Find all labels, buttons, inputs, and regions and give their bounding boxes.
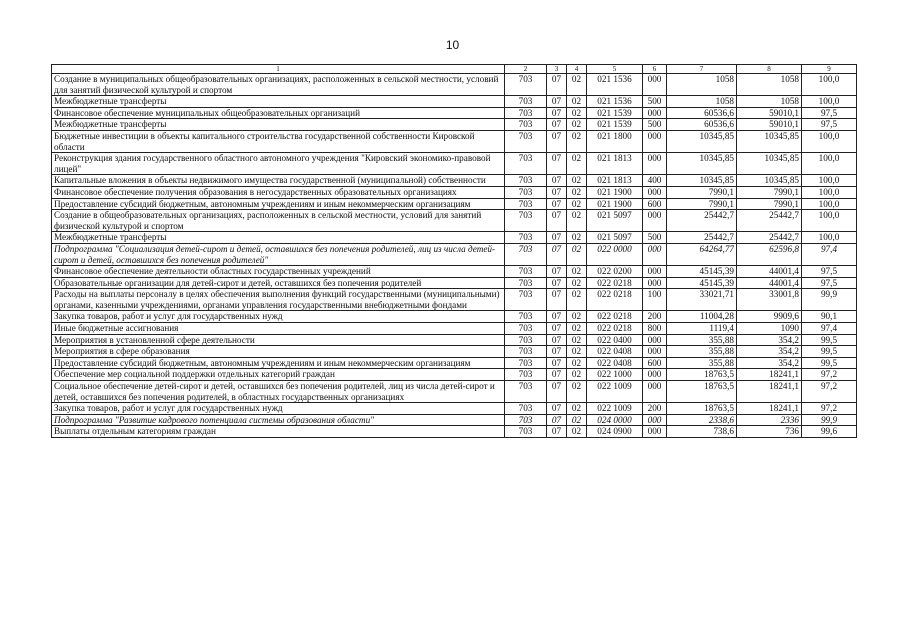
percent-cell: 97,5 [802,266,857,278]
code-cell: 703 [505,289,547,311]
section-cell: 07 [547,186,567,198]
row-name: Предоставление субсидий бюджетным, автономным учреждениям и иным некоммерческим организациям [52,198,505,210]
executed-amount-cell: 354,2 [737,346,802,358]
row-name: Иные бюджетные ассигнования [52,323,505,335]
percent-cell: 99,5 [802,357,857,369]
row-name: Реконструкция здания государственного областного автономного учреждения "Кировский экономико-правовой лицей" [52,153,505,175]
subsection-cell: 02 [567,266,587,278]
executed-amount-cell: 354,2 [737,357,802,369]
executed-amount-cell: 10345,85 [737,153,802,175]
percent-cell: 99,5 [802,334,857,346]
expense-type-cell: 000 [643,243,667,265]
percent-cell: 99,9 [802,289,857,311]
percent-cell: 100,0 [802,210,857,232]
table-row [52,74,857,96]
target-article-cell: 021 1539 [587,119,643,131]
expense-type-cell: 000 [643,107,667,119]
subsection-cell: 02 [567,369,587,381]
section-cell: 07 [547,210,567,232]
executed-amount-cell: 18241,1 [737,369,802,381]
subsection-cell: 02 [567,414,587,426]
expense-type-cell: 000 [643,346,667,358]
subsection-cell: 02 [567,346,587,358]
target-article-cell: 024 0900 [587,426,643,438]
expense-type-cell: 000 [643,153,667,175]
planned-amount-cell: 738,6 [667,426,737,438]
section-cell: 07 [547,232,567,244]
section-cell: 07 [547,74,567,96]
planned-amount-cell: 1058 [667,74,737,96]
expense-type-cell: 500 [643,96,667,108]
table-row [52,369,857,381]
column-number: 8 [737,65,802,74]
code-cell: 703 [505,311,547,323]
executed-amount-cell: 59010,1 [737,119,802,131]
percent-cell: 100,0 [802,232,857,244]
table-row [52,107,857,119]
planned-amount-cell: 60536,6 [667,119,737,131]
table-body [52,65,857,438]
code-cell: 703 [505,426,547,438]
code-cell: 703 [505,414,547,426]
code-cell: 703 [505,381,547,403]
code-cell: 703 [505,232,547,244]
expense-type-cell: 000 [643,210,667,232]
row-name: Финансовое обеспечение муниципальных общеобразовательных организаций [52,107,505,119]
expense-type-cell: 000 [643,74,667,96]
target-article-cell: 022 1009 [587,381,643,403]
table-row [52,381,857,403]
executed-amount-cell: 44001,4 [737,266,802,278]
percent-cell: 97,5 [802,277,857,289]
row-name: Подпрограмма "Социализация детей-сирот и детей, оставшихся без попечения родителей, лиц из числа детей-сирот и детей, оставшихся без попечения родителей" [52,243,505,265]
executed-amount-cell: 1090 [737,323,802,335]
percent-cell: 97,2 [802,381,857,403]
subsection-cell: 02 [567,403,587,415]
expense-type-cell: 000 [643,130,667,152]
section-cell: 07 [547,381,567,403]
section-cell: 07 [547,130,567,152]
row-name: Межбюджетные трансферты [52,96,505,108]
expense-type-cell: 600 [643,357,667,369]
code-cell: 703 [505,186,547,198]
row-name: Финансовое обеспечение деятельности областных государственных учреждений [52,266,505,278]
subsection-cell: 02 [567,289,587,311]
target-article-cell: 022 0218 [587,311,643,323]
table-row [52,130,857,152]
target-article-cell: 021 1536 [587,96,643,108]
section-cell: 07 [547,266,567,278]
table-row [52,346,857,358]
code-cell: 703 [505,346,547,358]
executed-amount-cell: 9909,6 [737,311,802,323]
table-row [52,186,857,198]
target-article-cell: 022 0400 [587,334,643,346]
executed-amount-cell: 10345,85 [737,175,802,187]
row-name: Мероприятия в сфере образования [52,346,505,358]
table-row [52,403,857,415]
row-name: Закупка товаров, работ и услуг для государственных нужд [52,311,505,323]
section-cell: 07 [547,107,567,119]
row-name: Обеспечение мер социальной поддержки отдельных категорий граждан [52,369,505,381]
expense-type-cell: 500 [643,232,667,244]
planned-amount-cell: 7990,1 [667,198,737,210]
percent-cell: 100,0 [802,198,857,210]
column-number: 5 [587,65,643,74]
subsection-cell: 02 [567,243,587,265]
subsection-cell: 02 [567,277,587,289]
executed-amount-cell: 10345,85 [737,130,802,152]
percent-cell: 90,1 [802,311,857,323]
target-article-cell: 021 1813 [587,175,643,187]
expense-type-cell: 100 [643,289,667,311]
table-row [52,357,857,369]
subsection-cell: 02 [567,334,587,346]
subsection-cell: 02 [567,74,587,96]
section-cell: 07 [547,243,567,265]
table-row [52,311,857,323]
section-cell: 07 [547,153,567,175]
percent-cell: 100,0 [802,74,857,96]
executed-amount-cell: 2336 [737,414,802,426]
executed-amount-cell: 354,2 [737,334,802,346]
executed-amount-cell: 18241,1 [737,403,802,415]
percent-cell: 97,4 [802,323,857,335]
planned-amount-cell: 1058 [667,96,737,108]
planned-amount-cell: 25442,7 [667,232,737,244]
percent-cell: 97,4 [802,243,857,265]
subsection-cell: 02 [567,210,587,232]
row-name: Выплаты отдельным категориям граждан [52,426,505,438]
row-name: Межбюджетные трансферты [52,119,505,131]
section-cell: 07 [547,346,567,358]
target-article-cell: 021 1900 [587,186,643,198]
target-article-cell: 022 0000 [587,243,643,265]
section-cell: 07 [547,426,567,438]
subsection-cell: 02 [567,96,587,108]
section-cell: 07 [547,334,567,346]
table-row [52,210,857,232]
percent-cell: 100,0 [802,175,857,187]
row-name: Расходы на выплаты персоналу в целях обеспечения выполнения функций государственными (муниципальными) органами, казенными учреждениями, органами управления государственными внебюджетными фондами [52,289,505,311]
percent-cell: 100,0 [802,153,857,175]
executed-amount-cell: 736 [737,426,802,438]
planned-amount-cell: 2338,6 [667,414,737,426]
subsection-cell: 02 [567,426,587,438]
expense-type-cell: 000 [643,266,667,278]
target-article-cell: 021 5097 [587,232,643,244]
table-row [52,119,857,131]
code-cell: 703 [505,369,547,381]
percent-cell: 99,5 [802,346,857,358]
target-article-cell: 021 1800 [587,130,643,152]
section-cell: 07 [547,323,567,335]
table-row [52,426,857,438]
table-row [52,323,857,335]
section-cell: 07 [547,198,567,210]
target-article-cell: 022 0218 [587,289,643,311]
page-number: 10 [445,38,460,52]
expense-type-cell: 200 [643,403,667,415]
planned-amount-cell: 18763,5 [667,369,737,381]
code-cell: 703 [505,74,547,96]
code-cell: 703 [505,243,547,265]
planned-amount-cell: 10345,85 [667,130,737,152]
section-cell: 07 [547,289,567,311]
row-name: Создание в общеобразовательных организациях, расположенных в сельской местности, условий для занятий физической культурой и спортом [52,210,505,232]
row-name: Образовательные организации для детей-сирот и детей, оставшихся без попечения родителей [52,277,505,289]
code-cell: 703 [505,323,547,335]
executed-amount-cell: 1058 [737,74,802,96]
planned-amount-cell: 64264,77 [667,243,737,265]
subsection-cell: 02 [567,119,587,131]
executed-amount-cell: 18241,1 [737,381,802,403]
row-name: Создание в муниципальных общеобразовательных организациях, расположенных в сельской местности, условий для занятий физической культурой и спортом [52,74,505,96]
code-cell: 703 [505,198,547,210]
code-cell: 703 [505,107,547,119]
target-article-cell: 021 1813 [587,153,643,175]
target-article-cell: 022 0218 [587,323,643,335]
code-cell: 703 [505,277,547,289]
subsection-cell: 02 [567,153,587,175]
code-cell: 703 [505,210,547,232]
subsection-cell: 02 [567,130,587,152]
code-cell: 703 [505,153,547,175]
executed-amount-cell: 33001,8 [737,289,802,311]
code-cell: 703 [505,403,547,415]
row-name: Предоставление субсидий бюджетным, автономным учреждениям и иным некоммерческим организациям [52,357,505,369]
percent-cell: 100,0 [802,186,857,198]
target-article-cell: 024 0000 [587,414,643,426]
subsection-cell: 02 [567,186,587,198]
planned-amount-cell: 7990,1 [667,186,737,198]
planned-amount-cell: 1119,4 [667,323,737,335]
executed-amount-cell: 44001,4 [737,277,802,289]
planned-amount-cell: 355,88 [667,357,737,369]
table-row [52,243,857,265]
expense-type-cell: 400 [643,175,667,187]
code-cell: 703 [505,266,547,278]
row-name: Межбюджетные трансферты [52,232,505,244]
executed-amount-cell: 62596,8 [737,243,802,265]
planned-amount-cell: 60536,6 [667,107,737,119]
subsection-cell: 02 [567,107,587,119]
target-article-cell: 021 1536 [587,74,643,96]
target-article-cell: 022 0408 [587,357,643,369]
table-row [52,334,857,346]
table-row [52,414,857,426]
section-cell: 07 [547,369,567,381]
table-row [52,289,857,311]
code-cell: 703 [505,334,547,346]
executed-amount-cell: 59010,1 [737,107,802,119]
table-row [52,266,857,278]
column-number: 7 [667,65,737,74]
code-cell: 703 [505,119,547,131]
planned-amount-cell: 45145,39 [667,266,737,278]
row-name: Капитальные вложения в объекты недвижимого имущества государственной (муниципальной) собственности [52,175,505,187]
table-row [52,198,857,210]
target-article-cell: 022 1000 [587,369,643,381]
column-number: 3 [547,65,567,74]
table-row [52,175,857,187]
executed-amount-cell: 1058 [737,96,802,108]
planned-amount-cell: 355,88 [667,346,737,358]
code-cell: 703 [505,175,547,187]
planned-amount-cell: 45145,39 [667,277,737,289]
section-cell: 07 [547,414,567,426]
expense-type-cell: 000 [643,414,667,426]
section-cell: 07 [547,357,567,369]
row-name: Мероприятия в установленной сфере деятельности [52,334,505,346]
percent-cell: 97,5 [802,119,857,131]
table-row [52,232,857,244]
planned-amount-cell: 18763,5 [667,403,737,415]
percent-cell: 97,5 [802,107,857,119]
percent-cell: 99,9 [802,414,857,426]
expense-type-cell: 800 [643,323,667,335]
expense-type-cell: 000 [643,277,667,289]
column-number: 6 [643,65,667,74]
expense-type-cell: 200 [643,311,667,323]
percent-cell: 97,2 [802,403,857,415]
target-article-cell: 022 0218 [587,277,643,289]
expense-type-cell: 000 [643,334,667,346]
subsection-cell: 02 [567,357,587,369]
subsection-cell: 02 [567,198,587,210]
target-article-cell: 021 1900 [587,198,643,210]
expense-type-cell: 600 [643,198,667,210]
row-name: Подпрограмма "Развитие кадрового потенциала системы образования области" [52,414,505,426]
column-number: 9 [802,65,857,74]
row-name: Социальное обеспечение детей-сирот и детей, оставшихся без попечения родителей, лиц из числа детей-сирот и детей, оставшихся без попечения родителей, в областных государственных организациях [52,381,505,403]
column-number: 2 [505,65,547,74]
section-cell: 07 [547,403,567,415]
code-cell: 703 [505,130,547,152]
table-row [52,277,857,289]
subsection-cell: 02 [567,175,587,187]
row-name: Закупка товаров, работ и услуг для государственных нужд [52,403,505,415]
planned-amount-cell: 10345,85 [667,175,737,187]
target-article-cell: 022 1009 [587,403,643,415]
subsection-cell: 02 [567,323,587,335]
target-article-cell: 021 1539 [587,107,643,119]
section-cell: 07 [547,96,567,108]
subsection-cell: 02 [567,311,587,323]
section-cell: 07 [547,119,567,131]
row-name: Финансовое обеспечение получения образования в негосударственных образовательных организациях [52,186,505,198]
budget-table [51,64,857,438]
column-number: 4 [567,65,587,74]
code-cell: 703 [505,96,547,108]
section-cell: 07 [547,277,567,289]
expense-type-cell: 000 [643,426,667,438]
executed-amount-cell: 25442,7 [737,232,802,244]
executed-amount-cell: 25442,7 [737,210,802,232]
column-number-row [52,65,857,74]
planned-amount-cell: 33021,71 [667,289,737,311]
table-row [52,153,857,175]
section-cell: 07 [547,175,567,187]
planned-amount-cell: 18763,5 [667,381,737,403]
executed-amount-cell: 7990,1 [737,198,802,210]
percent-cell: 97,2 [802,369,857,381]
planned-amount-cell: 10345,85 [667,153,737,175]
column-number: 1 [52,65,505,74]
percent-cell: 100,0 [802,96,857,108]
target-article-cell: 021 5097 [587,210,643,232]
planned-amount-cell: 355,88 [667,334,737,346]
subsection-cell: 02 [567,232,587,244]
planned-amount-cell: 25442,7 [667,210,737,232]
percent-cell: 100,0 [802,130,857,152]
row-name: Бюджетные инвестиции в объекты капитального строительства государственной собственности Кировской области [52,130,505,152]
expense-type-cell: 500 [643,119,667,131]
subsection-cell: 02 [567,381,587,403]
planned-amount-cell: 11004,28 [667,311,737,323]
code-cell: 703 [505,357,547,369]
expense-type-cell: 000 [643,369,667,381]
executed-amount-cell: 7990,1 [737,186,802,198]
table-row [52,96,857,108]
expense-type-cell: 000 [643,381,667,403]
percent-cell: 99,6 [802,426,857,438]
target-article-cell: 022 0200 [587,266,643,278]
section-cell: 07 [547,311,567,323]
target-article-cell: 022 0408 [587,346,643,358]
expense-type-cell: 000 [643,186,667,198]
